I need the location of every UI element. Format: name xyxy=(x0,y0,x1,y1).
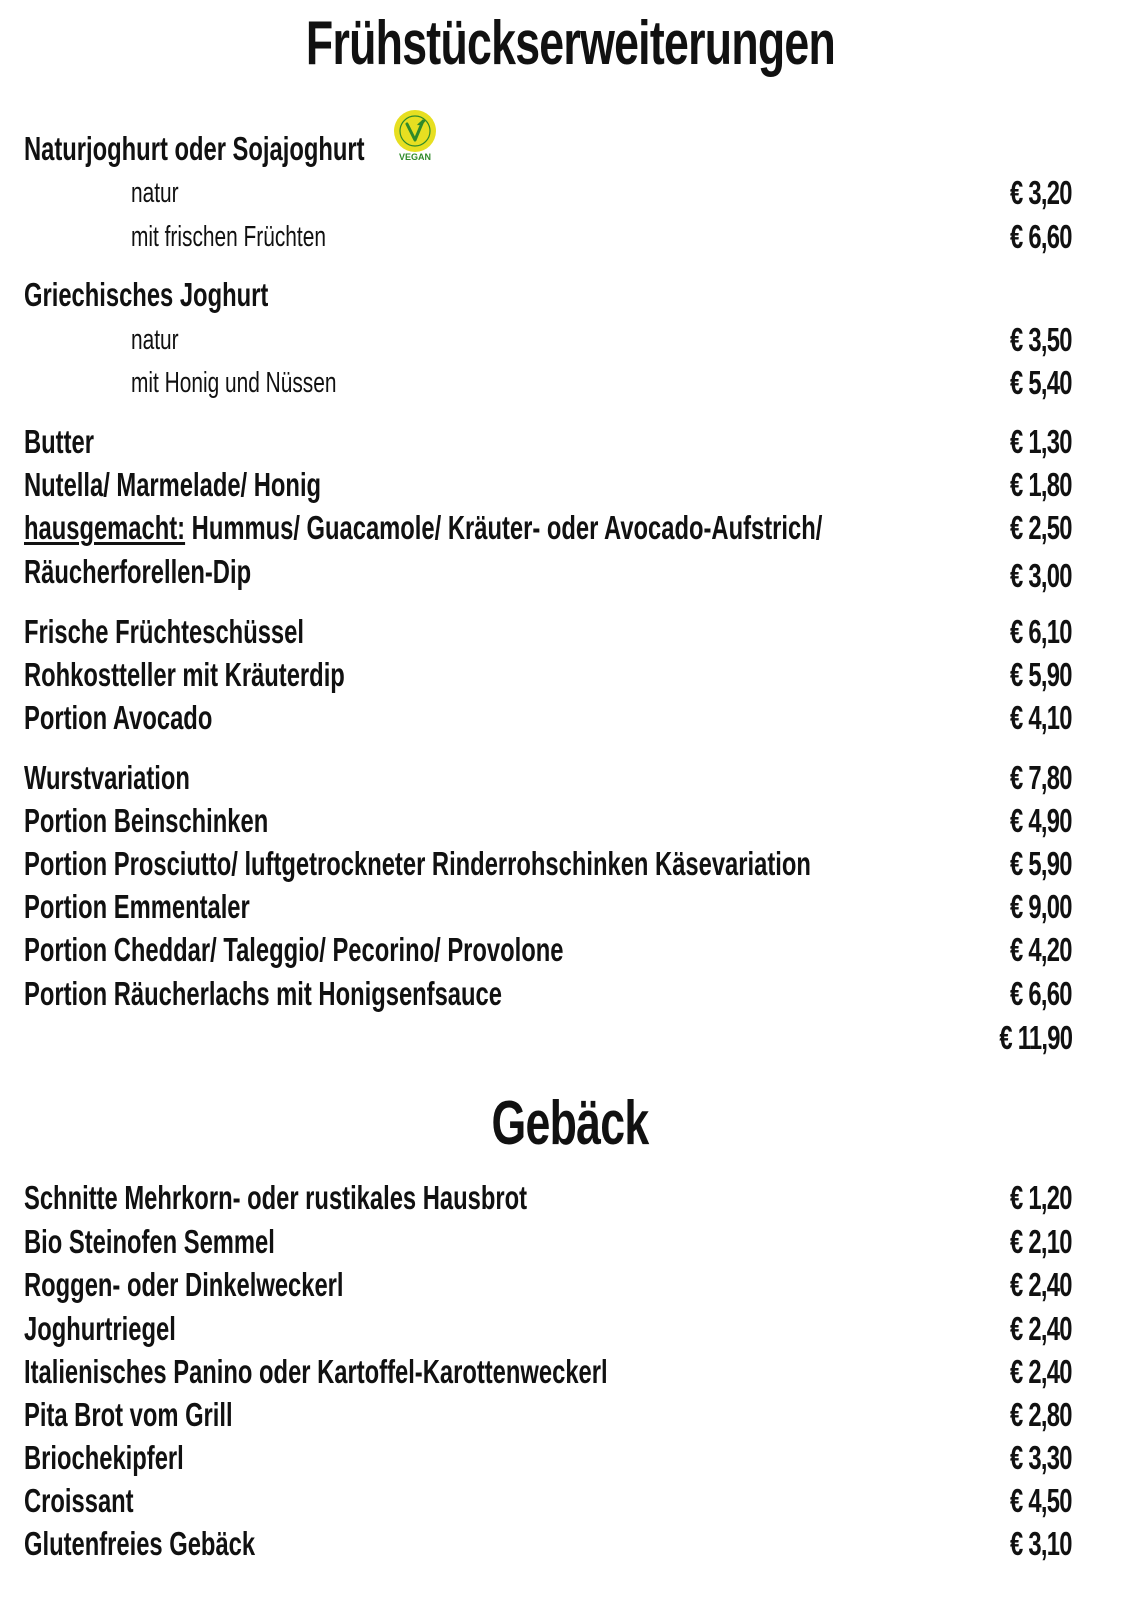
item-label: Naturjoghurt oder Sojajoghurt xyxy=(24,130,365,167)
menu-item xyxy=(0,698,1140,738)
item-price: € 1,30 xyxy=(1010,423,1072,460)
menu-item xyxy=(0,612,1140,652)
item-label: Roggen- oder Dinkelweckerl xyxy=(24,1266,344,1303)
item-price: € 4,50 xyxy=(1010,1482,1072,1519)
item-price: € 4,20 xyxy=(1010,931,1072,968)
vegan-icon xyxy=(392,109,438,161)
item-label: Pita Brot vom Grill xyxy=(24,1396,233,1433)
menu-item xyxy=(0,1524,1140,1564)
item-label: Glutenfreies Gebäck xyxy=(24,1525,256,1562)
menu-item xyxy=(0,844,1140,884)
item-label: Nutella/ Marmelade/ Honig xyxy=(24,466,322,503)
item-label: Portion Räucherlachs mit Honigsenfsauce xyxy=(24,975,502,1012)
menu-item xyxy=(0,465,1140,505)
menu-item xyxy=(0,1481,1140,1521)
item-price: € 2,40 xyxy=(1010,1353,1072,1390)
menu-item xyxy=(0,1265,1140,1305)
item-price: € 3,20 xyxy=(1010,174,1072,211)
menu-item-price-row xyxy=(0,556,1140,596)
item-price: € 1,20 xyxy=(1010,1179,1072,1216)
menu-item-hausgemacht xyxy=(0,508,1140,548)
item-price: € 2,40 xyxy=(1010,1310,1072,1347)
item-price: € 3,30 xyxy=(1010,1439,1072,1476)
item-label: Frische Früchteschüssel xyxy=(24,613,304,650)
menu-item xyxy=(0,422,1140,462)
section-title-fruehstueck: Frühstückserweiterungen xyxy=(305,9,835,78)
menu-item xyxy=(0,887,1140,927)
item-price: € 5,90 xyxy=(1010,656,1072,693)
item-price: € 6,10 xyxy=(1010,613,1072,650)
item-label: Croissant xyxy=(24,1482,134,1519)
item-label: Griechisches Joghurt xyxy=(24,276,269,313)
item-price: € 6,60 xyxy=(1010,975,1072,1012)
menu-heading-griechisch xyxy=(0,275,1140,315)
item-label: Portion Avocado xyxy=(24,699,213,736)
item-label: Joghurtriegel xyxy=(24,1310,176,1347)
item-price: € 5,40 xyxy=(1010,364,1072,401)
item-label: Bio Steinofen Semmel xyxy=(24,1223,275,1260)
item-price: € 2,50 xyxy=(1010,509,1072,546)
menu-item xyxy=(0,801,1140,841)
item-price: € 2,10 xyxy=(1010,1223,1072,1260)
item-price: € 5,90 xyxy=(1010,845,1072,882)
item-label: Räucherforellen-Dip xyxy=(24,553,252,590)
menu-item xyxy=(0,1309,1140,1349)
item-price: € 3,00 xyxy=(1010,557,1072,594)
item-label: mit Honig und Nüssen xyxy=(131,367,337,399)
menu-item xyxy=(0,1352,1140,1392)
item-label: Italienisches Panino oder Kartoffel-Karottenweckerl xyxy=(24,1353,608,1390)
item-label: natur xyxy=(131,324,179,356)
menu-item xyxy=(0,655,1140,695)
item-label: Rohkostteller mit Kräuterdip xyxy=(24,656,345,693)
item-price: € 3,10 xyxy=(1010,1525,1072,1562)
item-label: mit frischen Früchten xyxy=(131,221,326,253)
menu-item xyxy=(0,1178,1140,1218)
item-price: € 6,60 xyxy=(1010,218,1072,255)
item-label: Butter xyxy=(24,423,94,460)
item-price: € 9,00 xyxy=(1010,888,1072,925)
menu-subitem xyxy=(0,320,1140,360)
item-price: € 4,10 xyxy=(1010,699,1072,736)
item-label: Portion Emmentaler xyxy=(24,888,250,925)
item-price: € 4,90 xyxy=(1010,802,1072,839)
item-price: € 2,80 xyxy=(1010,1396,1072,1433)
item-label: Briochekipferl xyxy=(24,1439,184,1476)
item-label: Portion Beinschinken xyxy=(24,802,269,839)
item-label: Schnitte Mehrkorn- oder rustikales Hausbrot xyxy=(24,1179,528,1216)
item-label: Wurstvariation xyxy=(24,759,190,796)
item-label: natur xyxy=(131,177,179,209)
menu-item xyxy=(0,1395,1140,1435)
item-price: € 2,40 xyxy=(1010,1266,1072,1303)
hausgemacht-prefix: hausgemacht: xyxy=(24,509,186,546)
section-title-gebaeck: Gebäck xyxy=(491,1089,649,1158)
menu-item xyxy=(0,974,1140,1014)
item-price: € 7,80 xyxy=(1010,759,1072,796)
menu-item xyxy=(0,758,1140,798)
item-price: € 3,50 xyxy=(1010,321,1072,358)
menu-item-price-row xyxy=(0,1018,1140,1058)
menu-subitem xyxy=(0,173,1140,213)
menu-item xyxy=(0,1222,1140,1262)
menu-heading-naturjoghurt xyxy=(0,129,1140,169)
menu-item xyxy=(0,1438,1140,1478)
menu-item xyxy=(0,930,1140,970)
vegan-label: VEGAN xyxy=(398,152,432,161)
item-price: € 11,90 xyxy=(999,1019,1072,1056)
item-label: Portion Prosciutto/ luftgetrockneter Rinderrohschinken Käsevariation xyxy=(24,845,811,882)
item-price: € 1,80 xyxy=(1010,466,1072,503)
item-label: Hummus/ Guacamole/ Kräuter- oder Avocado-Aufstrich/ xyxy=(185,509,823,546)
menu-subitem xyxy=(0,217,1140,257)
item-label: Portion Cheddar/ Taleggio/ Pecorino/ Provolone xyxy=(24,931,564,968)
menu-subitem xyxy=(0,363,1140,403)
